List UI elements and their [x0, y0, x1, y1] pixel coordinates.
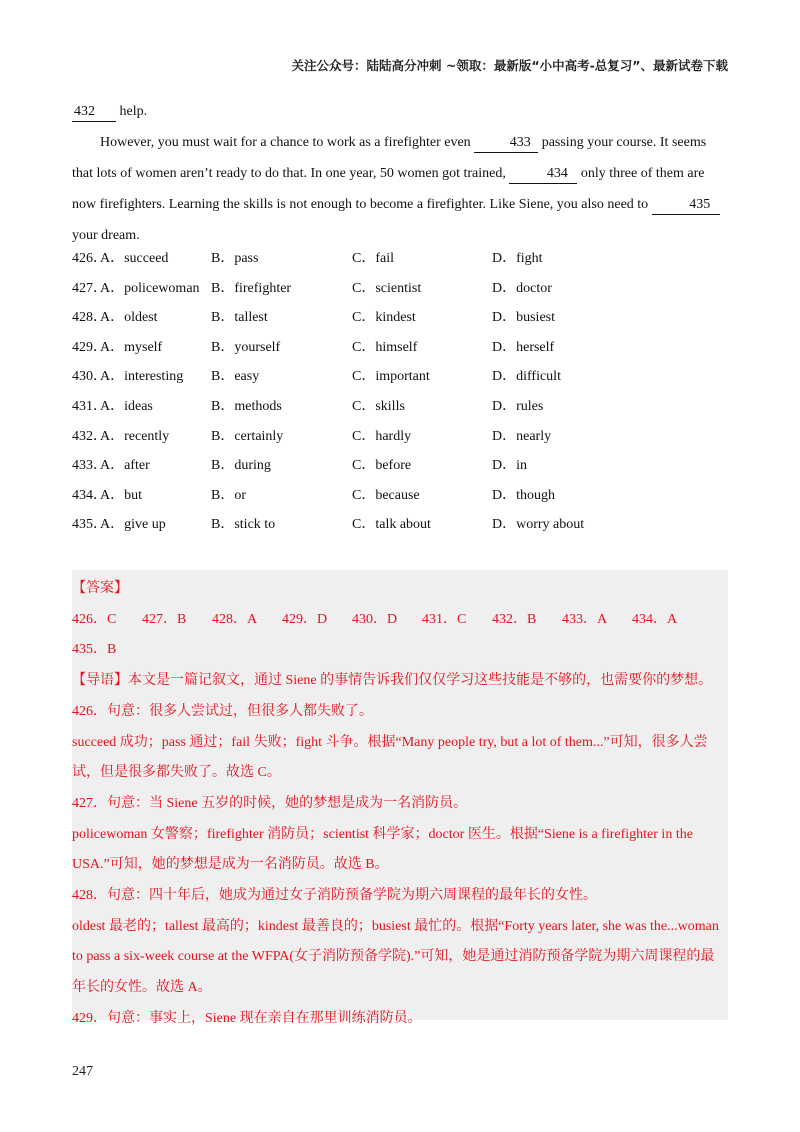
option-row-433: 433． A．after B．during C．before D．in — [72, 458, 527, 474]
answer-key: 426．C — [72, 611, 117, 627]
blank-433: 433 — [474, 134, 538, 153]
answer-section — [72, 570, 728, 1026]
answer-keys — [72, 605, 728, 636]
q426-title: 426．句意：很多人尝试过，但很多人都失败了。 — [72, 703, 373, 719]
blank-434: 434 — [509, 165, 577, 184]
answer-guide: 【导语】本文是一篇记叙文，通过 Siene 的事情告诉我们仅仅学习这些技能是不够的，也需要你的梦想。 — [72, 673, 713, 689]
answer-title: 【答案】 — [72, 581, 128, 596]
option-row-430: 430． A．interesting B．easy C．important D．difficult — [72, 369, 561, 385]
option-row-432: 432． A．recently B．certainly C．hardly D．nearly — [72, 428, 552, 444]
option-row-427: 427． A．policewoman B．firefighter C．scientist D．doctor — [72, 280, 552, 296]
option-row-426: 426． A．succeed B．pass C．fail D．fight — [72, 251, 543, 266]
q428-title: 428．句意：四十年后，她成为通过女子消防预备学院为期六周课程的最年长的女性。 — [72, 888, 597, 904]
option-row-434: 434． A．but B．or C．because D．though — [72, 487, 555, 503]
answer-key: 430．D — [352, 611, 398, 627]
passage-paragraph: However, you must wait for a chance to work as a firefighter even 433 passing your course. It seems that lots of women aren’t ready to do that. In one year, 50 women got trained, 434 only three of them are now firefighters. Learning the skills is not enough to become a firefighter. Like Siene, you also need to 435 your dream. — [72, 127, 728, 251]
q427-explanation: policewoman 女警察；firefighter 消防员；scientist 科学家；doctor 医生。根据“Siene is a firefighter in the USA.”可知，她的梦想是成为一名消防员。故选 B。 — [72, 826, 693, 873]
answer-key: 433．A — [562, 611, 608, 627]
blank-435: 435 — [652, 196, 720, 215]
option-row-428: 428． A．oldest B．tallest C．kindest D．busiest — [72, 310, 555, 326]
q427-title: 427．句意：当 Siene 五岁的时候，她的梦想是成为一名消防员。 — [72, 795, 468, 811]
answer-key: 427．B — [142, 611, 187, 627]
options-list — [72, 247, 728, 543]
option-row-435: 435． A．give up B．stick to C．talk about D．worry about — [72, 517, 585, 533]
passage — [72, 96, 728, 251]
answer-key: 428．A — [212, 611, 258, 627]
q426-explanation: succeed 成功；pass 通过；fail 失败；fight 斗争。根据“Many people try, but a lot of them...”可知，很多人尝试，但是很多都失败了。故选 C。 — [72, 734, 708, 781]
answer-key: 429．D — [282, 611, 328, 627]
blank-432: 432 — [72, 103, 116, 122]
page-number: 247 — [72, 1064, 93, 1079]
answer-key-last: 435．B — [72, 642, 117, 658]
answer-key: 432．B — [492, 611, 537, 627]
q429-title: 429．句意：事实上，Siene 现在亲自在那里训练消防员。 — [72, 1010, 422, 1026]
option-row-431: 431． A．ideas B．methods C．skills D．rules — [72, 398, 544, 414]
option-row-429: 429． A．myself B．yourself C．himself D．herself — [72, 339, 555, 355]
answer-key: 434．A — [632, 611, 678, 627]
page-header: 关注公众号：陆陆高分冲刺 ~领取：最新版“小中高考-总复习”、最新试卷下载 — [291, 58, 728, 73]
passage-line-432: 432 help. — [72, 96, 728, 127]
q428-explanation: oldest 最老的；tallest 最高的；kindest 最善良的；busiest 最忙的。根据“Forty years later, she was the...woman to pass a six-week course at the WFPA(女子消防预备学院).”可知，她是通过消防预备学院为期六周课程的最年长的女性。故选 A。 — [72, 918, 719, 996]
answer-key: 431．C — [422, 611, 467, 627]
